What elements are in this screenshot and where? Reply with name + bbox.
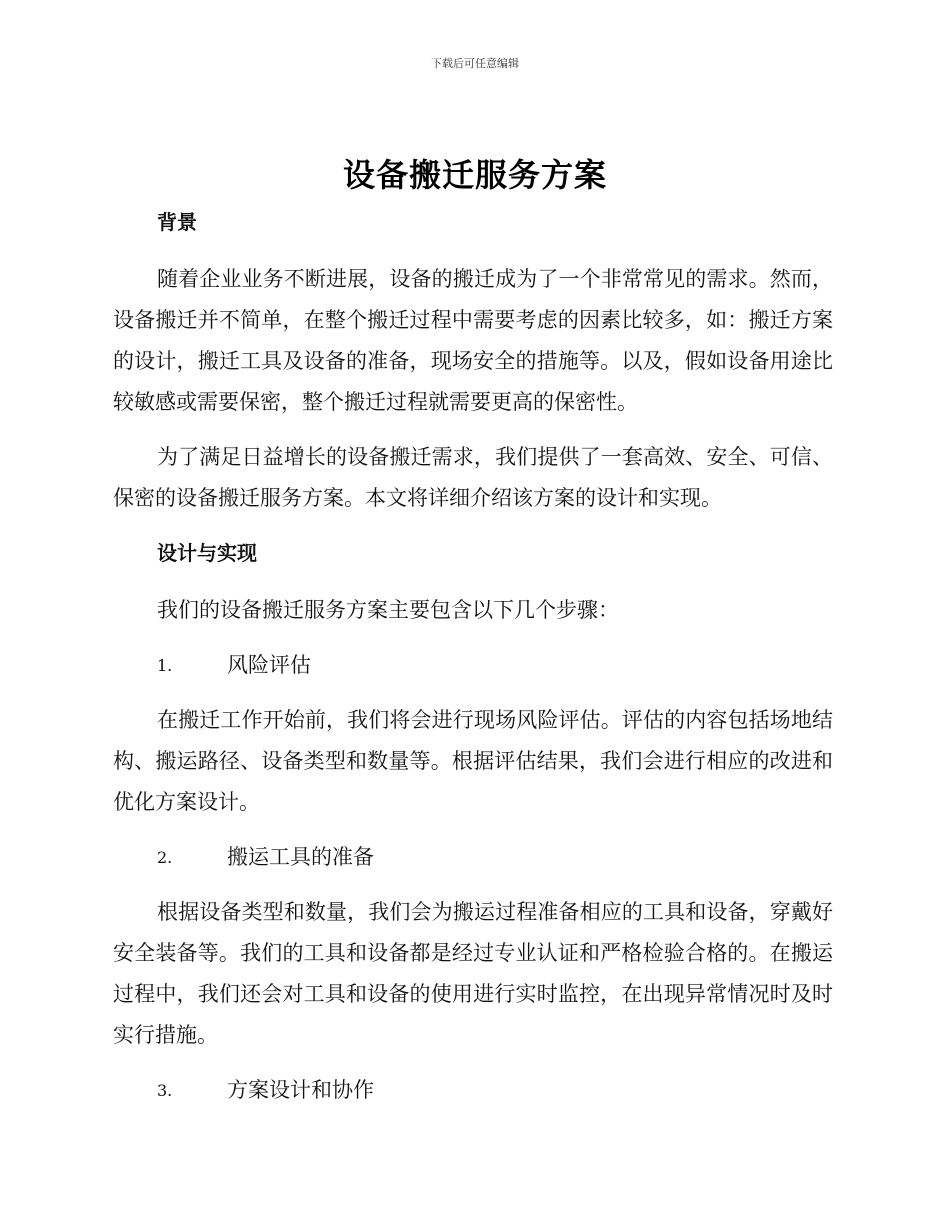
header-note: 下载后可任意编辑 [431,57,519,70]
step-number: 2. [157,848,173,867]
section-heading-background: 背景 [157,210,197,234]
background-paragraph-2: 为了满足日益增长的设备搬迁需求，我们提供了一套高效、安全、可信、保密的设备搬迁服务方案。本文将详细介绍该方案的设计和实现。 [113,445,833,510]
background-paragraph-1: 随着企业业务不断进展，设备的搬迁成为了一个非常常见的需求。然而，设备搬迁并不简单，在整个搬迁过程中需要考虑的因素比较多，如：搬迁方案的设计，搬迁工具及设备的准备，现场安全的措施等。以及，假如设备用途比较敏感或需要保密，整个搬迁过程就需要更高的保密性。 [113,267,833,414]
section-heading-design: 设计与实现 [157,541,257,565]
design-intro: 我们的设备搬迁服务方案主要包含以下几个步骤： [157,598,619,622]
step-title: 搬运工具的准备 [227,845,374,869]
step-1-text: 在搬迁工作开始前，我们将会进行现场风险评估。评估的内容包括场地结构、搬运路径、设备类型和数量等。根据评估结果，我们会进行相应的改进和优化方案设计。 [113,708,833,814]
step-title: 方案设计和协作 [227,1078,374,1102]
step-title: 风险评估 [227,653,311,677]
step-2 [113,837,833,878]
step-number: 3. [157,1081,173,1100]
step-2-text: 根据设备类型和数量，我们会为搬运过程准备相应的工具和设备，穿戴好安全装备等。我们的工具和设备都是经过专业认证和严格检验合格的。在搬运过程中，我们还会对工具和设备的使用进行实时监控，在出现异常情况时及时实行措施。 [113,900,833,1047]
step-number: 1. [157,656,173,675]
step-1 [113,645,833,686]
document-body [113,202,833,1125]
document-title: 设备搬迁服务方案 [342,156,607,194]
step-3 [113,1070,833,1111]
